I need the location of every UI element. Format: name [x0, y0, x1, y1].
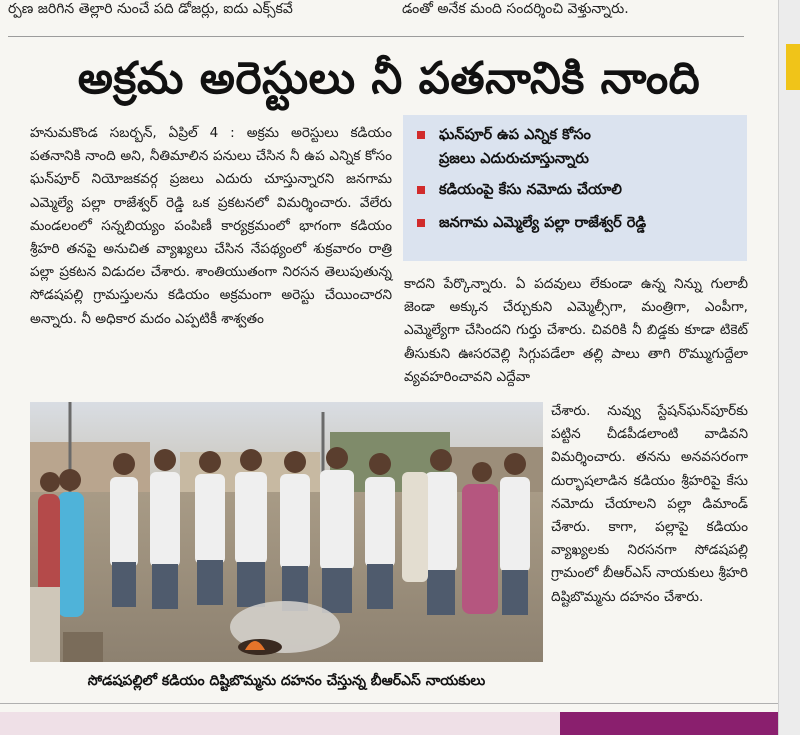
protest-photo-illustration: [30, 402, 543, 662]
highlight-line: ప్రజలు ఎదురుచూస్తున్నారు: [439, 151, 589, 167]
bullet-square-icon: [417, 219, 425, 227]
side-color-tab: [786, 44, 800, 90]
next-article-accent: [560, 712, 778, 735]
highlight-item: [415, 123, 739, 171]
next-article-band: [0, 712, 560, 735]
highlight-line: ఘన్‌పూర్ ఉప ఎన్నిక కోసం: [439, 127, 591, 143]
photo-caption: సోడషపల్లిలో కడియం దిష్టిబొమ్మను దహనం చేస్తున్న బీఆర్‌ఎస్ నాయకులు: [87, 673, 486, 689]
news-photo: [30, 402, 543, 662]
article-column-right-bottom: చేశారు. నువ్వు స్టేషన్‌ఘన్‌పూర్‌కు పట్టిన చీడపీడలాంటి వాడివని విమర్శించారు. తనను అనవసరంగా దుర్భాషలాడిన కడియం శ్రీహరిపై కేసు నమోదు చేయాలని పల్లా డిమాండ్ చేశారు. కాగా, పల్లాపై కడియం వ్యాఖ్యలకు నిరసనగా సోడషపల్లి గ్రామంలో బీఆర్‌ఎస్ నాయకులు శ్రీహరి దిష్టిబొమ్మను దహనం చేశారు.: [551, 403, 748, 605]
previous-article-text-right: డంతో అనేక మంది సందర్శించి వెళ్తున్నారు.: [402, 1, 629, 17]
highlight-item: [415, 211, 739, 235]
article-column-right-top: కాదని పేర్కొన్నారు. ఏ పదవులు లేకుండా ఉన్న నిన్ను గులాబీ జెండా అక్కున చేర్చుకుని ఎమ్మెల్సీగా, మంత్రిగా, ఎంపీగా, ఎమ్మెల్యేగా చేసిందని గుర్తు చేశారు. చివరికి నీ బిడ్డకు కూడా టికెట్ తీసుకుని ఊసరవెల్లి సిగ్గుపడేలా తల్లి పాలు తాగి రొమ్ముగుద్దేలా వ్యవహరించావని ఎద్దేవా: [404, 276, 748, 385]
previous-article-strip: [0, 0, 800, 22]
bullet-square-icon: [417, 186, 425, 194]
highlight-item: [415, 178, 739, 202]
bullet-square-icon: [417, 131, 425, 139]
page-edge-margin: [778, 0, 800, 735]
article-column-left: హనుమకొండ సబర్బన్, ఏప్రిల్ 4 : అక్రమ అరెస్టులు కడియం పతనానికి నాంది అని, నీతిమాలిన పనులు చేసిన నీ ఉప ఎన్నిక కోసం ఘన్‌పూర్ నియోజకవర్గ ప్రజలు ఎదురు చూస్తున్నారని జనగామ ఎమ్మెల్యే పల్లా రాజేశ్వర్ రెడ్డి ఒక ప్రకటనలో విమర్శించారు. వేలేరు మండలంలో సన్నబియ్యం పంపిణీ కార్యక్రమంలో భాగంగా కడియం శ్రీహరి తనపై అనుచిత వ్యాఖ్యలు చేసిన నేపథ్యంలో శుక్రవారం రాత్రి పల్లా ప్రకటన విడుదల చేశారు. శాంతియుతంగా నిరసన తెలుపుతున్న సోడషపల్లి గ్రామస్తులను కడియం అక్రమంగా అరెస్టు చేయించారని అన్నారు. నీ అధికార మదం ఎప్పటికీ శాశ్వతం: [30, 125, 392, 327]
top-divider: [8, 36, 744, 37]
highlight-line: కడియంపై కేసు నమోదు చేయాలి: [439, 182, 622, 198]
previous-article-text-left: ర్పణ జరిగిన తెల్లారి నుంచే పది డోజర్లు, ఐదు ఎక్స్‌కవే: [8, 1, 293, 17]
highlights-box: [403, 115, 747, 261]
bottom-divider: [0, 703, 778, 704]
highlight-line: జనగామ ఎమ్మెల్యే పల్లా రాజేశ్వర్ రెడ్డి: [439, 215, 647, 231]
article-headline: అక్రమ అరెస్టులు నీ పతనానికి నాంది: [77, 53, 701, 104]
